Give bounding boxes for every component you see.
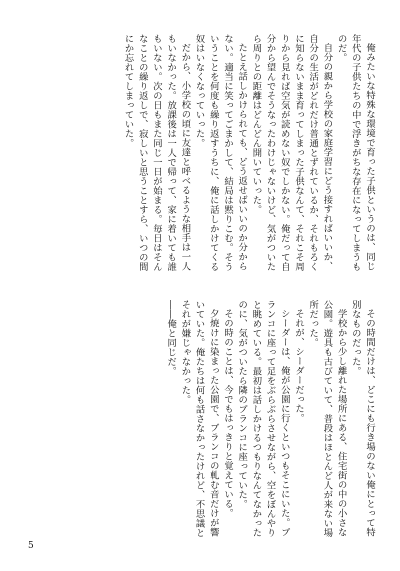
text-section-top <box>26 34 376 274</box>
paragraph: その時間だけは、どこにも行き場のない俺にとって特別なものだった。 <box>349 300 375 538</box>
paragraph: 学校から少し離れた場所にある、住宅街の中の小さな公園。遊具も古びていて、普段はほとんど人が来ない場所だった。 <box>307 300 347 538</box>
paragraph: その時のことは、今でもはっきりと覚えている。 <box>221 309 233 519</box>
body-text <box>26 34 376 539</box>
page-number: 5 <box>28 541 34 551</box>
paragraph: だから、小学校の頃に友達と呼べるような相手は一人もいなかった。放課後は一人で帰って、家に着いても誰もいない。次の日もまた同じ一日が始まる。毎日はそんなことの繰り返しで、寂しいと思うことすら、いつの間にか忘れてしまっていた。 <box>122 34 191 272</box>
paragraph: 夕焼けに染まった公園で、ブランコの軋む音だけが響いていた。俺たちは何も話さなかったけれど、不思議とそれが嫌じゃなかった。 <box>179 300 219 538</box>
paragraph: 俺みたいな特殊な環境で育った子供というのは、同じ年代の子供たちの中で浮きがちな存在になってしまうものだ。 <box>335 34 375 272</box>
paragraph: それが、シーダーだった。 <box>292 309 304 424</box>
paragraph: シーダーは、俺が公園に行くといつもそこにいた。ブランコに座って足をぶらぶらさせながら、空をぼんやりと眺めている。最初は話しかけるつもりなんてなかったのに、気がついたら隣のブランコに座っていた。 <box>236 300 290 538</box>
paragraph: ――俺と同じだ。 <box>165 300 177 376</box>
paragraph: たとえ話しかけられても、どう返せばいいのか分からない。適当に笑ってごまかして、結局は黙りこむ。そういうことを何度も繰り返すうちに、俺に話しかけてくる奴はいなくなっていった。 <box>193 34 248 272</box>
paragraph: 自分の親から学校の家庭学習にどう接すればいいか、自分の生活がどれだけ普通とずれているか、それもろくに知らないまま育ってしまった子供なんて、それこそ周りから見れば空気が読めない奴でしかない。俺だって自分から望んでそうなったわけじゃないけど、気がついたら周りとの距離はどんどん開いていった。 <box>250 34 333 272</box>
text-section-bottom <box>26 300 376 540</box>
